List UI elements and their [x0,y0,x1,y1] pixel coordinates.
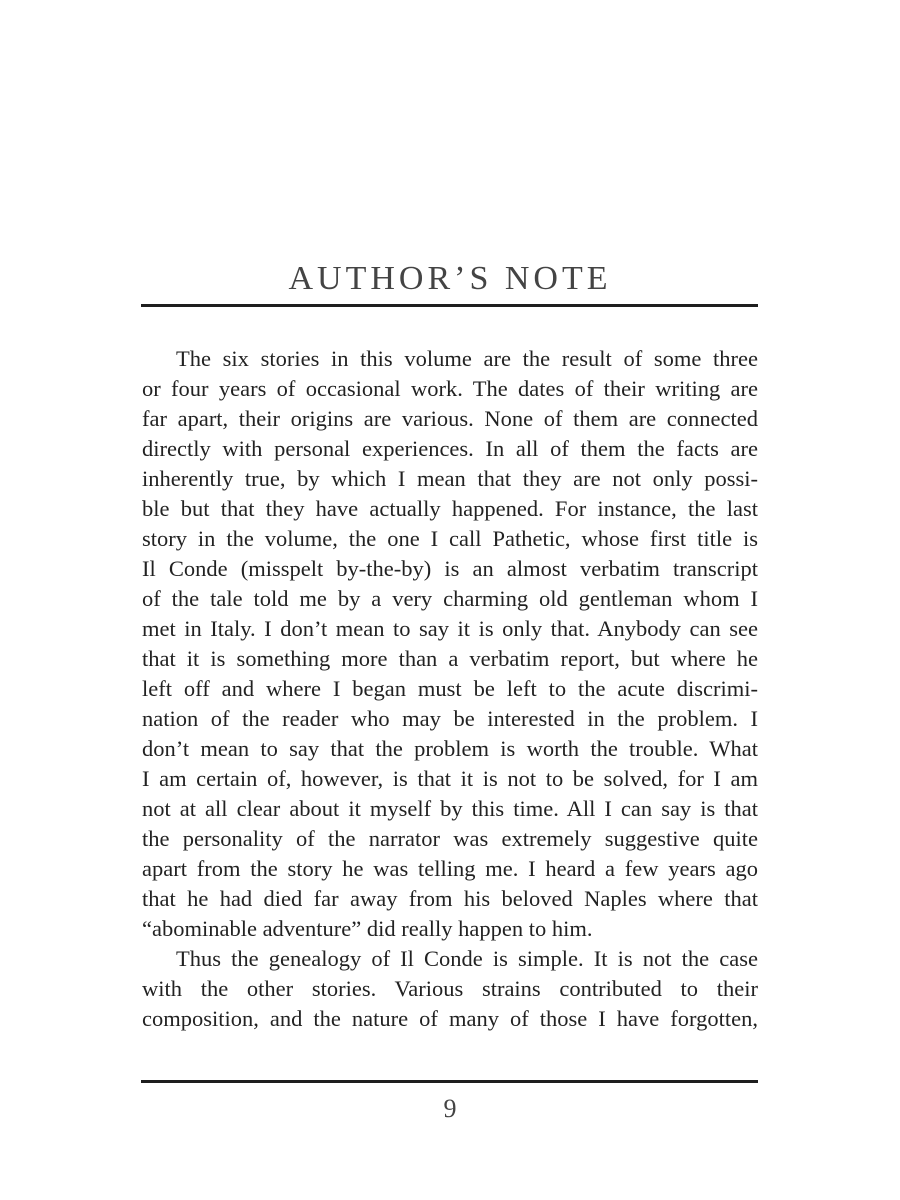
text-line: story in the volume, the one I call Pathetic, whose first title is [142,526,758,551]
paragraph-1 [142,344,758,944]
text-line: of the tale told me by a very charming old gentleman whom I [142,586,758,611]
text-line: “abominable adventure” did really happen to him. [142,916,593,941]
text-line: Thus the genealogy of Il Conde is simple. It is not the case [176,946,758,971]
text-line: met in Italy. I don’t mean to say it is only that. Anybody can see [142,616,758,641]
text-line: ble but that they have actually happened. For instance, the last [142,496,758,521]
body-text [142,344,758,1034]
text-line: apart from the story he was telling me. I heard a few years ago [142,856,758,881]
text-line: with the other stories. Various strains contributed to their [142,976,758,1001]
text-line: don’t mean to say that the problem is worth the trouble. What [142,736,758,761]
top-rule-divider [141,304,758,307]
bottom-rule-divider [141,1080,758,1083]
text-line: inherently true, by which I mean that they are not only possi- [142,466,758,491]
text-line: the personality of the narrator was extremely suggestive quite [142,826,758,851]
text-line: not at all clear about it myself by this time. All I can say is that [142,796,758,821]
text-line: far apart, their origins are various. None of them are connected [142,406,758,431]
text-line: The six stories in this volume are the result of some three [176,346,758,371]
text-line: left off and where I began must be left to the acute discrimi- [142,676,758,701]
text-line: that he had died far away from his beloved Naples where that [142,886,758,911]
text-line: composition, and the nature of many of those I have forgotten, [142,1006,758,1031]
text-line: directly with personal experiences. In all of them the facts are [142,436,758,461]
text-line: or four years of occasional work. The dates of their writing are [142,376,758,401]
text-line: nation of the reader who may be interested in the problem. I [142,706,758,731]
paragraph-2 [142,944,758,1034]
page-number: 9 [443,1094,457,1123]
text-line: I am certain of, however, is that it is not to be solved, for I am [142,766,758,791]
text-line: that it is something more than a verbatim report, but where he [142,646,758,671]
text-line: Il Conde (misspelt by-the-by) is an almost verbatim transcript [142,556,758,581]
chapter-title: AUTHOR’S NOTE [288,259,612,297]
